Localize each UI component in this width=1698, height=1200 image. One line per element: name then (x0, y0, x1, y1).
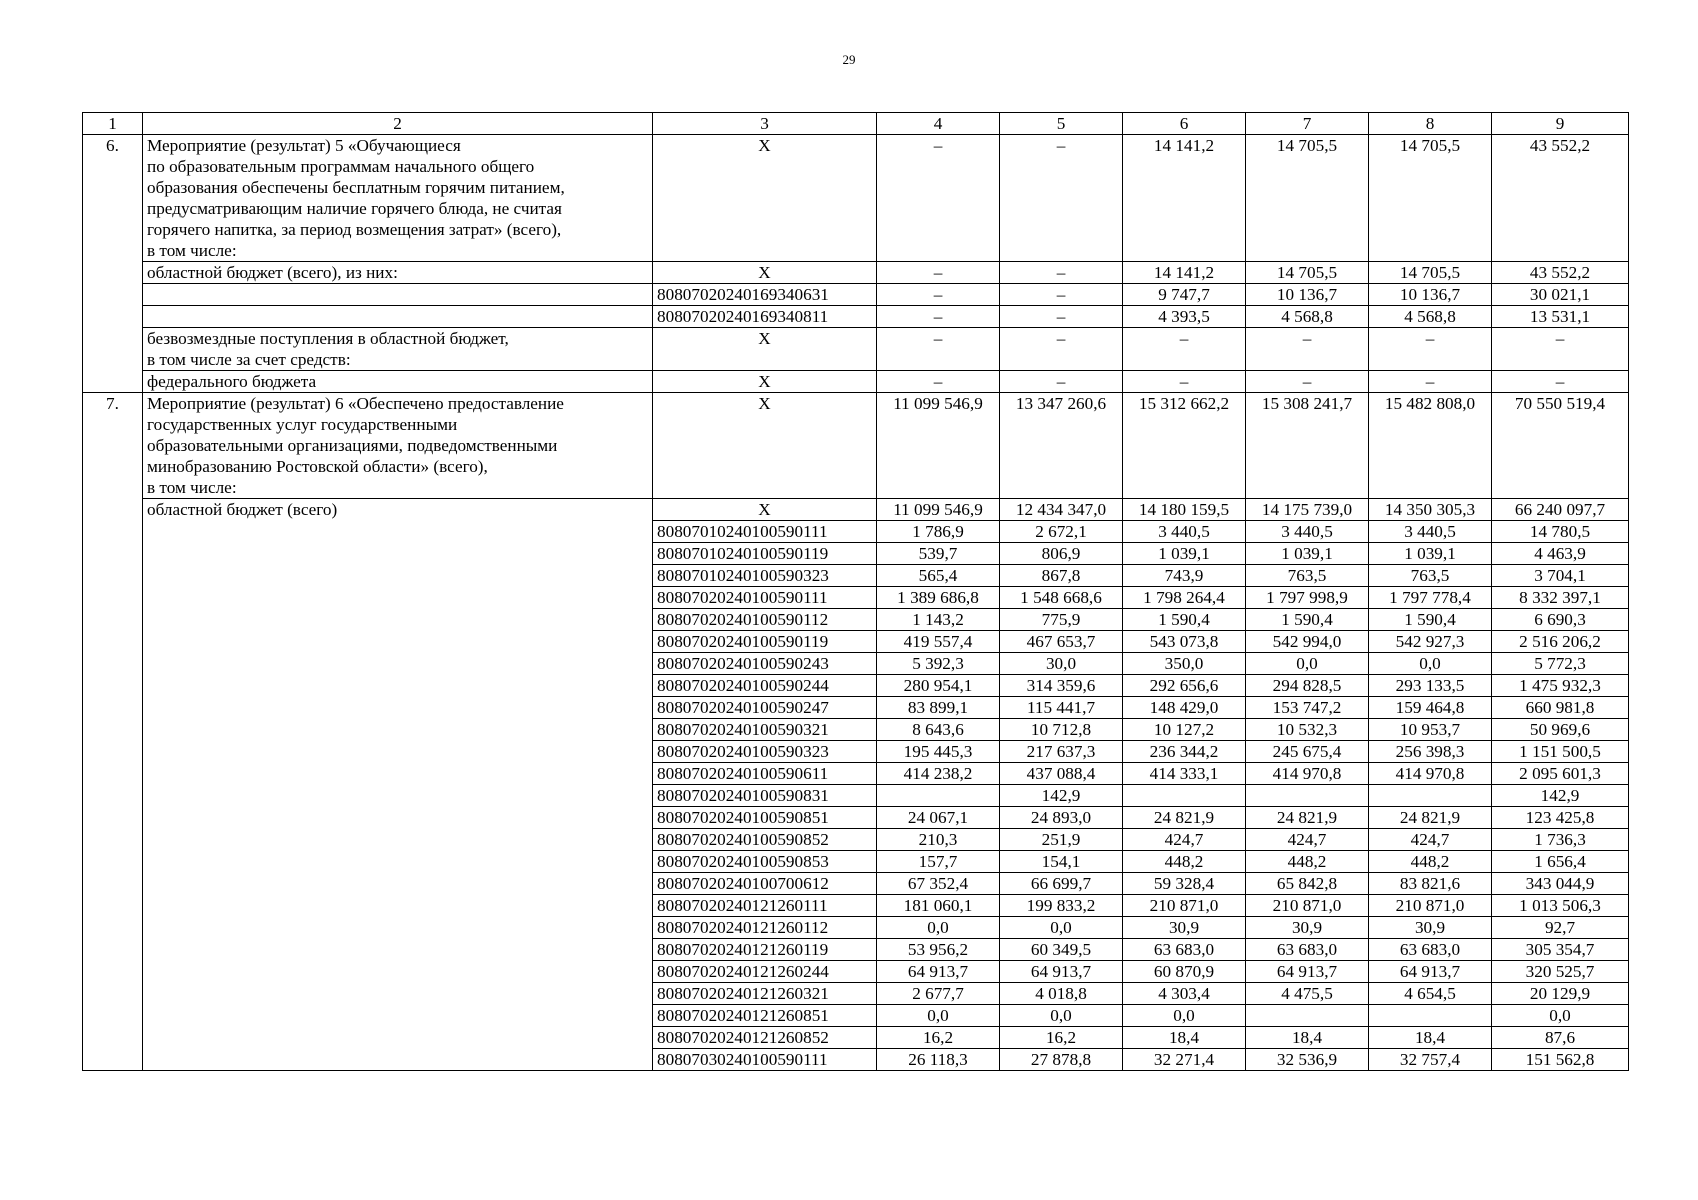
value-cell: 210 871,0 (1369, 895, 1492, 917)
value-cell: – (877, 262, 1000, 284)
value-cell: 1 548 668,6 (1000, 587, 1123, 609)
value-cell: 11 099 546,9 (877, 499, 1000, 521)
code-cell: Х (653, 262, 877, 284)
event-description-line: горячего напитка, за период возмещения затрат» (всего), (147, 220, 562, 239)
value-cell: 8 332 397,1 (1492, 587, 1629, 609)
value-cell: 320 525,7 (1492, 961, 1629, 983)
value-cell: 83 899,1 (877, 697, 1000, 719)
value-cell: 9 747,7 (1123, 284, 1246, 306)
value-cell: 448,2 (1123, 851, 1246, 873)
value-cell: 18,4 (1369, 1027, 1492, 1049)
value-cell: 210 871,0 (1123, 895, 1246, 917)
value-cell: 13 531,1 (1492, 306, 1629, 328)
page-number: 29 (842, 52, 856, 67)
value-cell: 1 389 686,8 (877, 587, 1000, 609)
value-cell: 154,1 (1000, 851, 1123, 873)
value-cell: 10 532,3 (1246, 719, 1369, 741)
value-cell: 15 312 662,2 (1123, 393, 1246, 499)
value-cell: 251,9 (1000, 829, 1123, 851)
value-cell: 2 672,1 (1000, 521, 1123, 543)
value-cell: 210 871,0 (1246, 895, 1369, 917)
value-cell: 3 440,5 (1123, 521, 1246, 543)
code-cell: 80807020240121260119 (653, 939, 877, 961)
value-cell: 0,0 (1246, 653, 1369, 675)
code-cell: 80807020240100590323 (653, 741, 877, 763)
value-cell: 256 398,3 (1369, 741, 1492, 763)
value-cell: 4 475,5 (1246, 983, 1369, 1005)
value-cell: 15 308 241,7 (1246, 393, 1369, 499)
code-cell: 80807020240100590831 (653, 785, 877, 807)
value-cell: 24 821,9 (1123, 807, 1246, 829)
code-cell: Х (653, 328, 877, 371)
row-label (143, 306, 653, 328)
value-cell: 293 133,5 (1369, 675, 1492, 697)
value-cell: – (877, 135, 1000, 262)
value-cell: 15 482 808,0 (1369, 393, 1492, 499)
value-cell: 14 141,2 (1123, 135, 1246, 262)
value-cell: 64 913,7 (1246, 961, 1369, 983)
value-cell: – (1123, 328, 1246, 371)
value-cell: 1 013 506,3 (1492, 895, 1629, 917)
value-cell: 4 568,8 (1369, 306, 1492, 328)
value-cell: 10 127,2 (1123, 719, 1246, 741)
value-cell: 27 878,8 (1000, 1049, 1123, 1071)
value-cell: 30,0 (1000, 653, 1123, 675)
value-cell: 448,2 (1246, 851, 1369, 873)
value-cell: 0,0 (1492, 1005, 1629, 1027)
row-label: областной бюджет (всего) (143, 499, 653, 1071)
value-cell: 414 970,8 (1246, 763, 1369, 785)
value-cell: 157,7 (877, 851, 1000, 873)
value-cell: 1 656,4 (1492, 851, 1629, 873)
value-cell: 5 392,3 (877, 653, 1000, 675)
value-cell: 64 913,7 (1000, 961, 1123, 983)
value-cell: 10 136,7 (1369, 284, 1492, 306)
value-cell: 123 425,8 (1492, 807, 1629, 829)
event-description-line: государственных услуг государственными (147, 415, 458, 434)
value-cell: 0,0 (877, 1005, 1000, 1027)
table-row (83, 306, 1629, 328)
code-cell: Х (653, 135, 877, 262)
value-cell: 763,5 (1246, 565, 1369, 587)
row-label (143, 328, 653, 371)
value-cell: 16,2 (1000, 1027, 1123, 1049)
value-cell: 4 463,9 (1492, 543, 1629, 565)
event-description-line: Мероприятие (результат) 6 «Обеспечено предоставление (147, 394, 564, 413)
value-cell: – (1123, 371, 1246, 393)
value-cell: 6 690,3 (1492, 609, 1629, 631)
value-cell: 10 953,7 (1369, 719, 1492, 741)
value-cell: 4 393,5 (1123, 306, 1246, 328)
value-cell: – (1000, 262, 1123, 284)
code-cell: 80807020240121260111 (653, 895, 877, 917)
value-cell (1123, 785, 1246, 807)
value-cell: 30,9 (1246, 917, 1369, 939)
value-cell (1246, 785, 1369, 807)
row-label: областной бюджет (всего), из них: (143, 262, 653, 284)
value-cell: 343 044,9 (1492, 873, 1629, 895)
value-cell: 13 347 260,6 (1000, 393, 1123, 499)
code-cell: 80807020240121260852 (653, 1027, 877, 1049)
value-cell: 151 562,8 (1492, 1049, 1629, 1071)
value-cell: – (1369, 328, 1492, 371)
value-cell: 64 913,7 (877, 961, 1000, 983)
event-description-line: в том числе: (147, 478, 237, 497)
value-cell: 1 590,4 (1123, 609, 1246, 631)
value-cell: 14 175 739,0 (1246, 499, 1369, 521)
event-description-line: в том числе: (147, 241, 237, 260)
value-cell: 199 833,2 (1000, 895, 1123, 917)
value-cell: 16,2 (877, 1027, 1000, 1049)
value-cell: 210,3 (877, 829, 1000, 851)
value-cell: 414 333,1 (1123, 763, 1246, 785)
row-label-line: безвозмездные поступления в областной бюджет, (147, 329, 509, 348)
value-cell: 1 798 264,4 (1123, 587, 1246, 609)
value-cell: 59 328,4 (1123, 873, 1246, 895)
value-cell: 0,0 (1369, 653, 1492, 675)
value-cell: 53 956,2 (877, 939, 1000, 961)
value-cell: 292 656,6 (1123, 675, 1246, 697)
value-cell: 1 736,3 (1492, 829, 1629, 851)
value-cell: – (1000, 328, 1123, 371)
value-cell: 24 067,1 (877, 807, 1000, 829)
value-cell: 3 440,5 (1369, 521, 1492, 543)
value-cell: 806,9 (1000, 543, 1123, 565)
value-cell: 30,9 (1369, 917, 1492, 939)
value-cell: 414 238,2 (877, 763, 1000, 785)
code-cell: 80807020240100590243 (653, 653, 877, 675)
value-cell: 467 653,7 (1000, 631, 1123, 653)
code-cell: 80807020240169340631 (653, 284, 877, 306)
value-cell: 24 821,9 (1246, 807, 1369, 829)
code-cell: 80807020240100590852 (653, 829, 877, 851)
value-cell: 314 359,6 (1000, 675, 1123, 697)
value-cell: 24 821,9 (1369, 807, 1492, 829)
value-cell: 867,8 (1000, 565, 1123, 587)
value-cell: 92,7 (1492, 917, 1629, 939)
value-cell: 437 088,4 (1000, 763, 1123, 785)
value-cell: – (1246, 328, 1369, 371)
row-index: 7. (83, 393, 143, 1071)
column-number-cell: 9 (1492, 113, 1629, 135)
event-6-row (83, 135, 1629, 262)
value-cell: 280 954,1 (877, 675, 1000, 697)
value-cell: – (1492, 328, 1629, 371)
value-cell: 294 828,5 (1246, 675, 1369, 697)
value-cell: 87,6 (1492, 1027, 1629, 1049)
regional-budget-row (83, 499, 1629, 521)
value-cell: 142,9 (1000, 785, 1123, 807)
value-cell: 4 018,8 (1000, 983, 1123, 1005)
code-cell: Х (653, 393, 877, 499)
value-cell: 60 870,9 (1123, 961, 1246, 983)
code-cell: 80807010240100590111 (653, 521, 877, 543)
code-cell: 80807020240121260851 (653, 1005, 877, 1027)
event-description-line: образования обеспечены бесплатным горячим питанием, (147, 178, 565, 197)
value-cell: 70 550 519,4 (1492, 393, 1629, 499)
code-cell: 80807020240100590853 (653, 851, 877, 873)
value-cell: 0,0 (1000, 1005, 1123, 1027)
value-cell (1246, 1005, 1369, 1027)
value-cell: 10 712,8 (1000, 719, 1123, 741)
value-cell: 10 136,7 (1246, 284, 1369, 306)
value-cell: 115 441,7 (1000, 697, 1123, 719)
value-cell: 66 699,7 (1000, 873, 1123, 895)
value-cell: 14 705,5 (1369, 135, 1492, 262)
code-cell: 80807020240100590111 (653, 587, 877, 609)
value-cell: 30 021,1 (1492, 284, 1629, 306)
value-cell: 0,0 (877, 917, 1000, 939)
value-cell: 424,7 (1369, 829, 1492, 851)
value-cell: – (1246, 371, 1369, 393)
row-label: федерального бюджета (143, 371, 653, 393)
code-cell: 80807020240100590119 (653, 631, 877, 653)
value-cell: 14 780,5 (1492, 521, 1629, 543)
value-cell: 1 475 932,3 (1492, 675, 1629, 697)
code-cell: 80807020240169340811 (653, 306, 877, 328)
code-cell: 80807030240100590111 (653, 1049, 877, 1071)
value-cell: 18,4 (1246, 1027, 1369, 1049)
value-cell: 1 797 778,4 (1369, 587, 1492, 609)
value-cell: 32 536,9 (1246, 1049, 1369, 1071)
code-cell: 80807020240100590247 (653, 697, 877, 719)
value-cell: 83 821,6 (1369, 873, 1492, 895)
value-cell: 64 913,7 (1369, 961, 1492, 983)
value-cell: 30,9 (1123, 917, 1246, 939)
value-cell: 26 118,3 (877, 1049, 1000, 1071)
code-cell: 80807020240121260112 (653, 917, 877, 939)
code-cell: 80807020240100590611 (653, 763, 877, 785)
value-cell: 4 654,5 (1369, 983, 1492, 1005)
value-cell: 305 354,7 (1492, 939, 1629, 961)
value-cell: 539,7 (877, 543, 1000, 565)
value-cell: 1 151 500,5 (1492, 741, 1629, 763)
value-cell: – (1000, 284, 1123, 306)
value-cell: 245 675,4 (1246, 741, 1369, 763)
event-description-line: минобразованию Ростовской области» (всего), (147, 457, 488, 476)
value-cell: 4 568,8 (1246, 306, 1369, 328)
code-cell: 80807010240100590119 (653, 543, 877, 565)
value-cell: 43 552,2 (1492, 262, 1629, 284)
event-description (143, 393, 653, 499)
value-cell: 4 303,4 (1123, 983, 1246, 1005)
value-cell: 660 981,8 (1492, 697, 1629, 719)
value-cell: 1 039,1 (1123, 543, 1246, 565)
value-cell: 1 786,9 (877, 521, 1000, 543)
value-cell: 775,9 (1000, 609, 1123, 631)
value-cell: 217 637,3 (1000, 741, 1123, 763)
event-7-row (83, 393, 1629, 499)
column-number-cell: 5 (1000, 113, 1123, 135)
value-cell: 63 683,0 (1369, 939, 1492, 961)
value-cell: 181 060,1 (877, 895, 1000, 917)
value-cell: 350,0 (1123, 653, 1246, 675)
row-label (143, 284, 653, 306)
value-cell (1369, 1005, 1492, 1027)
table-row (83, 284, 1629, 306)
code-cell: Х (653, 499, 877, 521)
value-cell: 65 842,8 (1246, 873, 1369, 895)
code-cell: 80807010240100590323 (653, 565, 877, 587)
code-cell: 80807020240121260321 (653, 983, 877, 1005)
value-cell: 20 129,9 (1492, 983, 1629, 1005)
value-cell: 0,0 (1123, 1005, 1246, 1027)
value-cell: 32 271,4 (1123, 1049, 1246, 1071)
value-cell: 148 429,0 (1123, 697, 1246, 719)
value-cell: 43 552,2 (1492, 135, 1629, 262)
value-cell: 419 557,4 (877, 631, 1000, 653)
code-cell: 80807020240100700612 (653, 873, 877, 895)
value-cell: 195 445,3 (877, 741, 1000, 763)
code-cell: 80807020240100590244 (653, 675, 877, 697)
value-cell: 63 683,0 (1123, 939, 1246, 961)
value-cell: 542 994,0 (1246, 631, 1369, 653)
column-number-cell: 2 (143, 113, 653, 135)
value-cell: – (877, 284, 1000, 306)
code-cell: Х (653, 371, 877, 393)
value-cell: 14 705,5 (1369, 262, 1492, 284)
value-cell: 2 095 601,3 (1492, 763, 1629, 785)
value-cell: 743,9 (1123, 565, 1246, 587)
column-number-cell: 4 (877, 113, 1000, 135)
event-description-line: предусматривающим наличие горячего блюда, не считая (147, 199, 562, 218)
value-cell: 67 352,4 (877, 873, 1000, 895)
code-cell: 80807020240100590321 (653, 719, 877, 741)
event-description-line: Мероприятие (результат) 5 «Обучающиеся (147, 136, 461, 155)
event-description (143, 135, 653, 262)
value-cell: 1 797 998,9 (1246, 587, 1369, 609)
value-cell: 142,9 (1492, 785, 1629, 807)
value-cell: 14 141,2 (1123, 262, 1246, 284)
value-cell: 153 747,2 (1246, 697, 1369, 719)
value-cell: 542 927,3 (1369, 631, 1492, 653)
header-row (83, 113, 1629, 135)
value-cell: – (1492, 371, 1629, 393)
value-cell: 3 704,1 (1492, 565, 1629, 587)
value-cell: 763,5 (1369, 565, 1492, 587)
event-description-line: образовательными организациями, подведомственными (147, 436, 558, 455)
value-cell: – (1000, 306, 1123, 328)
grant-row (83, 328, 1629, 371)
value-cell: 1 039,1 (1246, 543, 1369, 565)
column-number-cell: 1 (83, 113, 143, 135)
value-cell: 14 705,5 (1246, 262, 1369, 284)
value-cell: 1 143,2 (877, 609, 1000, 631)
value-cell: 1 039,1 (1369, 543, 1492, 565)
value-cell: 12 434 347,0 (1000, 499, 1123, 521)
value-cell: 543 073,8 (1123, 631, 1246, 653)
value-cell: 414 970,8 (1369, 763, 1492, 785)
row-index: 6. (83, 135, 143, 393)
event-description-line: по образовательным программам начального общего (147, 157, 535, 176)
value-cell: 14 705,5 (1246, 135, 1369, 262)
value-cell: – (1000, 135, 1123, 262)
value-cell: 565,4 (877, 565, 1000, 587)
value-cell: 1 590,4 (1369, 609, 1492, 631)
value-cell: 2 516 206,2 (1492, 631, 1629, 653)
value-cell: – (877, 371, 1000, 393)
value-cell: 3 440,5 (1246, 521, 1369, 543)
code-cell: 80807020240121260244 (653, 961, 877, 983)
value-cell: 424,7 (1123, 829, 1246, 851)
value-cell: 24 893,0 (1000, 807, 1123, 829)
value-cell: 448,2 (1369, 851, 1492, 873)
value-cell: 63 683,0 (1246, 939, 1369, 961)
value-cell: – (877, 306, 1000, 328)
budget-table (82, 112, 1629, 1071)
column-number-cell: 3 (653, 113, 877, 135)
value-cell: – (1000, 371, 1123, 393)
value-cell: 50 969,6 (1492, 719, 1629, 741)
federal-row (83, 371, 1629, 393)
value-cell: 8 643,6 (877, 719, 1000, 741)
value-cell: 18,4 (1123, 1027, 1246, 1049)
value-cell: 11 099 546,9 (877, 393, 1000, 499)
column-number-cell: 7 (1246, 113, 1369, 135)
value-cell: 1 590,4 (1246, 609, 1369, 631)
table-row (83, 262, 1629, 284)
value-cell: 0,0 (1000, 917, 1123, 939)
value-cell: 66 240 097,7 (1492, 499, 1629, 521)
column-number-cell: 6 (1123, 113, 1246, 135)
code-cell: 80807020240100590112 (653, 609, 877, 631)
row-label-line: в том числе за счет средств: (147, 350, 351, 369)
value-cell: – (1369, 371, 1492, 393)
value-cell: – (877, 328, 1000, 371)
value-cell (1369, 785, 1492, 807)
value-cell: 14 350 305,3 (1369, 499, 1492, 521)
column-number-cell: 8 (1369, 113, 1492, 135)
value-cell: 159 464,8 (1369, 697, 1492, 719)
value-cell (877, 785, 1000, 807)
value-cell: 32 757,4 (1369, 1049, 1492, 1071)
value-cell: 424,7 (1246, 829, 1369, 851)
value-cell: 5 772,3 (1492, 653, 1629, 675)
value-cell: 60 349,5 (1000, 939, 1123, 961)
value-cell: 236 344,2 (1123, 741, 1246, 763)
code-cell: 80807020240100590851 (653, 807, 877, 829)
value-cell: 14 180 159,5 (1123, 499, 1246, 521)
value-cell: 2 677,7 (877, 983, 1000, 1005)
